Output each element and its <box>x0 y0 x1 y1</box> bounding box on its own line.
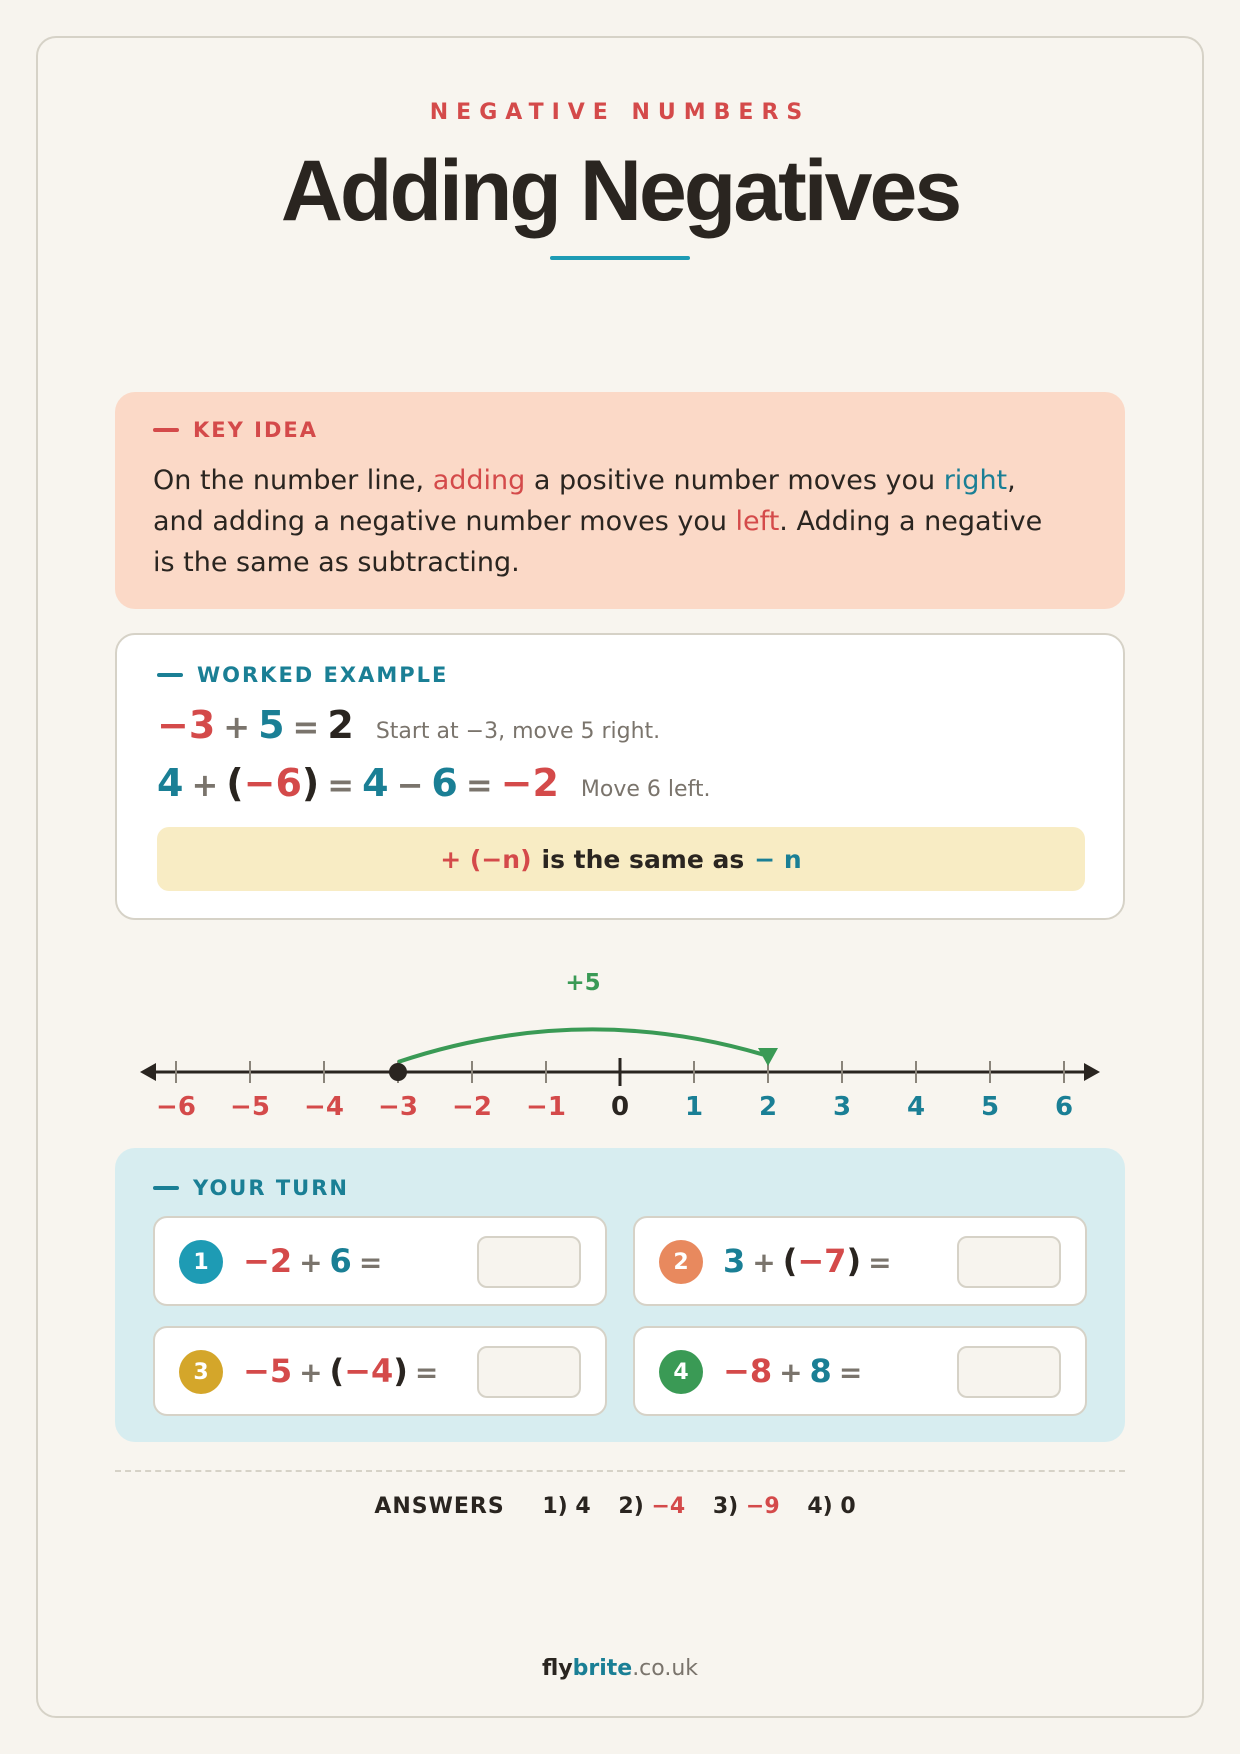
worked-example-panel <box>115 633 1125 920</box>
answer-num: 4) <box>807 1494 833 1519</box>
answer-item-4 <box>807 1494 855 1519</box>
answer-box[interactable] <box>957 1236 1061 1288</box>
brand-tld: .co.uk <box>632 1656 699 1681</box>
eq-term: 6 <box>431 761 458 805</box>
eq-term: −3 <box>157 703 216 747</box>
key-text-part: , <box>1007 465 1016 496</box>
jump-arc <box>398 1029 768 1062</box>
answer-box[interactable] <box>477 1346 581 1398</box>
question-card-1 <box>153 1216 607 1306</box>
eq-note: Start at −3, move 5 right. <box>375 719 661 744</box>
dash-icon <box>157 673 183 677</box>
jump-arrowhead-icon <box>758 1048 778 1066</box>
q-operator: + <box>779 1356 803 1389</box>
brand-brite: brite <box>572 1656 633 1681</box>
key-text-part: On the number line, <box>153 465 433 496</box>
page-kicker: NEGATIVE NUMBERS <box>429 100 811 125</box>
q-term: −8 <box>723 1352 773 1390</box>
eq-operator: + <box>223 708 251 746</box>
answer-num: 3) <box>712 1494 739 1519</box>
number-line <box>0 960 1240 1130</box>
q-term: 8 <box>809 1352 832 1390</box>
answers-label: ANSWERS <box>374 1494 505 1519</box>
eq-term: −6 <box>243 761 302 805</box>
q-paren: ( <box>329 1352 345 1390</box>
your-turn-label: YOUR TURN <box>193 1176 349 1200</box>
question-number-badge: 3 <box>179 1350 223 1394</box>
eq-operator: − <box>396 766 424 804</box>
page-title: Adding Negatives <box>280 143 960 239</box>
q-operator: + <box>299 1246 323 1279</box>
key-text-adding: adding <box>432 465 526 496</box>
number-line-label: 5 <box>980 1092 1000 1122</box>
your-turn-heading <box>153 1176 349 1200</box>
eq-term: 4 <box>362 761 389 805</box>
answer-item-3 <box>713 1494 780 1519</box>
key-idea-panel <box>115 392 1125 609</box>
eq-operator: = <box>292 708 320 746</box>
question-card-4 <box>633 1326 1087 1416</box>
eq-term: 5 <box>258 703 285 747</box>
worked-example-label: WORKED EXAMPLE <box>197 663 449 687</box>
q-term: 3 <box>723 1242 746 1280</box>
question-number-badge: 2 <box>659 1240 703 1284</box>
rule-callout <box>157 827 1085 891</box>
number-line-label: −4 <box>304 1092 344 1122</box>
question-number-badge: 1 <box>179 1240 223 1284</box>
title-underline <box>550 256 690 260</box>
answers-row <box>0 1494 1240 1519</box>
eq-paren: ( <box>226 761 244 805</box>
q-term: −7 <box>797 1242 847 1280</box>
eq-term: 4 <box>157 761 184 805</box>
jump-label: +5 <box>565 970 601 996</box>
rule-lhs: + (−n) <box>440 844 532 874</box>
question-expression <box>243 1352 445 1390</box>
key-text-right: right <box>943 465 1008 496</box>
eq-operator: + <box>191 766 219 804</box>
number-line-label: 6 <box>1054 1092 1074 1122</box>
eq-paren: ) <box>301 761 320 805</box>
answer-box[interactable] <box>477 1236 581 1288</box>
number-line-label: 3 <box>832 1092 852 1122</box>
brand-fly: fly <box>541 1656 573 1681</box>
answer-value: 4 <box>575 1494 591 1519</box>
number-line-label: −1 <box>526 1092 566 1122</box>
number-line-label: −2 <box>452 1092 492 1122</box>
answer-num: 2) <box>618 1494 644 1519</box>
number-line-label: −5 <box>230 1092 270 1122</box>
key-idea-label: KEY IDEA <box>193 418 318 442</box>
rule-rhs: − n <box>754 844 802 874</box>
eq-result: 2 <box>327 703 354 747</box>
arrow-right-icon <box>1084 1063 1100 1081</box>
answer-value: 0 <box>840 1494 856 1519</box>
q-term: 6 <box>329 1242 352 1280</box>
question-card-2 <box>633 1216 1087 1306</box>
key-idea-text <box>153 460 1093 583</box>
number-line-label: 2 <box>758 1092 778 1122</box>
rule-text: is the same as <box>541 844 745 874</box>
answer-item-2 <box>618 1494 685 1519</box>
question-expression <box>723 1242 899 1280</box>
arrow-left-icon <box>140 1063 156 1081</box>
eq-operator: = <box>327 766 355 804</box>
dash-icon <box>153 428 179 432</box>
example-equation-1 <box>157 703 660 747</box>
start-point <box>389 1063 407 1081</box>
q-term: −2 <box>243 1242 293 1280</box>
footer-brand[interactable] <box>0 1656 1240 1681</box>
dash-icon <box>153 1186 179 1190</box>
eq-note: Move 6 left. <box>580 777 711 802</box>
q-term: −4 <box>344 1352 394 1390</box>
q-term: −5 <box>243 1352 293 1390</box>
worked-example-heading <box>157 663 448 687</box>
key-text-part: a positive number moves you <box>525 465 944 496</box>
q-equals: = <box>358 1246 383 1279</box>
key-text-part: is the same as subtracting. <box>153 547 520 578</box>
eq-operator: = <box>465 766 493 804</box>
q-paren: ( <box>782 1242 798 1280</box>
number-line-label: 0 <box>610 1092 630 1122</box>
key-text-part: and adding a negative number moves you <box>153 506 736 537</box>
number-line-label: 4 <box>906 1092 926 1122</box>
key-text-left: left <box>735 506 780 537</box>
question-card-3 <box>153 1326 607 1416</box>
q-equals: = <box>868 1246 892 1279</box>
key-idea-heading <box>153 418 318 442</box>
question-expression <box>243 1242 389 1280</box>
number-line-label: −3 <box>378 1092 418 1122</box>
answer-num: 1) <box>542 1494 568 1519</box>
answers-divider <box>115 1470 1125 1472</box>
q-paren: ) <box>393 1352 408 1390</box>
q-equals: = <box>838 1356 863 1389</box>
q-operator: + <box>752 1246 776 1279</box>
answer-value: −9 <box>745 1494 780 1519</box>
number-line-label: −6 <box>156 1092 196 1122</box>
q-operator: + <box>299 1356 323 1389</box>
your-turn-panel <box>115 1148 1125 1442</box>
question-expression <box>723 1352 869 1390</box>
eq-result: −2 <box>500 761 559 805</box>
example-equation-2 <box>157 761 711 805</box>
key-text-part: . Adding a negative <box>779 506 1043 537</box>
question-number-badge: 4 <box>659 1350 703 1394</box>
number-line-label: 1 <box>684 1092 704 1122</box>
answer-item-1 <box>542 1494 590 1519</box>
q-paren: ) <box>846 1242 862 1280</box>
answer-box[interactable] <box>957 1346 1061 1398</box>
q-equals: = <box>414 1356 439 1389</box>
answer-value: −4 <box>651 1494 686 1519</box>
